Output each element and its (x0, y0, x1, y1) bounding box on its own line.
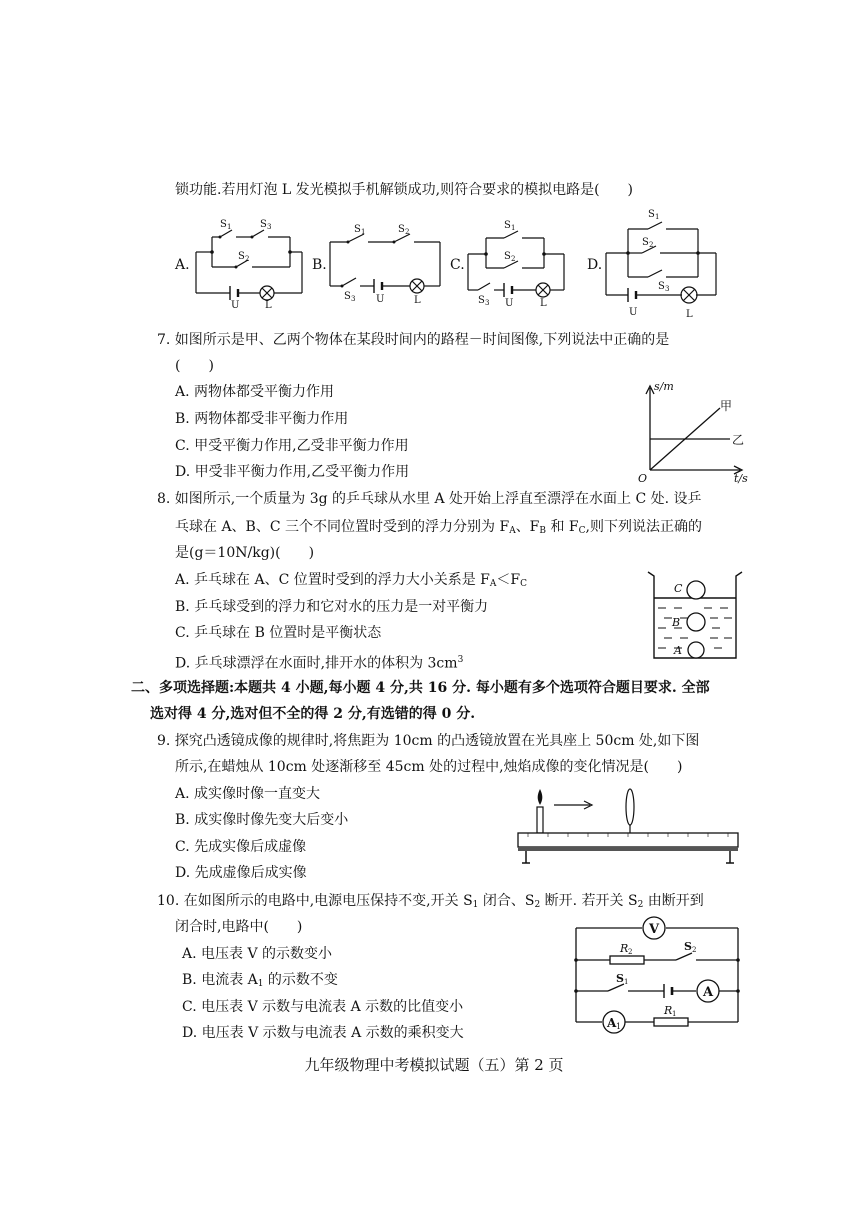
q7-stem-line1: 7. 如图所示是甲、乙两个物体在某段时间内的路程－时间图像,下列说法中正确的是 (157, 332, 670, 348)
page-footer: 九年级物理中考模拟试题（五）第 2 页 (304, 1056, 564, 1074)
q7-x-axis-label: t/s (734, 472, 748, 485)
q6-circuit-a (190, 215, 308, 311)
q9-optical-bench-figure (516, 783, 742, 873)
q7-option-b: B. 两物体都受非平衡力作用 (175, 411, 349, 427)
q10-stem-line2: 闭合时,电路中( ) (175, 919, 303, 935)
svg-text:L: L (686, 309, 693, 320)
q10-option-c: C. 电压表 V 示数与电流表 A 示数的比值变小 (182, 999, 464, 1015)
q7-line-yi-label: 乙 (732, 433, 745, 447)
q9-option-d: D. 先成虚像后成实像 (175, 865, 307, 881)
svg-text:L: L (540, 298, 547, 309)
svg-text:S: S (238, 251, 245, 262)
q10-circuit-figure (572, 914, 744, 1030)
svg-text:1: 1 (361, 228, 366, 236)
q6-option-c-label: C. (450, 257, 465, 273)
svg-text:S: S (398, 224, 405, 235)
q10-r1-label: R (664, 1004, 673, 1017)
q7-line-jia-label: 甲 (720, 399, 733, 413)
q10-r2-label: R (620, 942, 629, 955)
svg-text:S: S (260, 219, 267, 230)
svg-text:2: 2 (692, 946, 697, 954)
q10-ammeter1-label: A (607, 1016, 617, 1030)
svg-text:3: 3 (485, 299, 490, 307)
q7-option-d: D. 甲受非平衡力作用,乙受平衡力作用 (175, 464, 410, 480)
svg-text:S: S (504, 251, 511, 262)
svg-text:1: 1 (672, 1010, 677, 1018)
q8-label-b: B (672, 616, 681, 629)
svg-text:U: U (376, 294, 385, 305)
q7-st-graph (636, 378, 758, 488)
q10-stem-line1: 10. 在如图所示的电路中,电源电压保持不变,开关 $S_1$ 闭合、$S_2$ 断开. 若开关 $S_2$ 由断开到 (157, 893, 704, 910)
q7-stem-line2: ( ) (175, 358, 214, 374)
q6a-s1-label: S (220, 219, 227, 230)
q10-s2-label: S (684, 940, 692, 953)
q9-stem-line1: 9. 探究凸透镜成像的规律时,将焦距为 10cm 的凸透镜放置在光具座上 50cm 处,如下图 (157, 733, 700, 749)
q10-option-b: B. 电流表 $A_1$ 的示数不变 (182, 972, 338, 989)
svg-text:S: S (344, 291, 351, 302)
q10-option-a: A. 电压表 V 的示数变小 (182, 946, 333, 962)
q10-ammeter-label: A (703, 985, 714, 1000)
svg-text:S: S (354, 224, 361, 235)
q8-label-a: A (674, 644, 682, 657)
svg-text:2: 2 (649, 241, 654, 249)
q7-option-a: A. 两物体都受平衡力作用 (175, 384, 335, 400)
q8-option-b: B. 乒乓球受到的浮力和它对水的压力是一对平衡力 (175, 599, 489, 615)
q9-option-a: A. 成实像时像一直变大 (175, 786, 321, 802)
svg-text:3: 3 (351, 295, 356, 303)
q7-option-c: C. 甲受平衡力作用,乙受非平衡力作用 (175, 438, 409, 454)
section2-header-line2: 选对得 4 分,选对但不全的得 2 分,有选错的得 0 分. (150, 706, 476, 722)
svg-text:U: U (231, 300, 240, 311)
q10-option-d: D. 电压表 V 示数与电流表 A 示数的乘积变大 (182, 1025, 464, 1041)
q6-circuit-c (464, 216, 572, 308)
q8-option-a: A. 乒乓球在 A、C 位置时受到的浮力大小关系是 $F_A<F_C$ (175, 572, 528, 589)
q8-stem-line2: 乓球在 A、B、C 三个不同位置时受到的浮力分别为 $F_A$、$F_B$ 和 $F_C$,则下列说法正确的 (175, 519, 702, 536)
q6-option-d-label: D. (587, 257, 603, 273)
q8-beaker-figure (644, 568, 744, 664)
svg-text:1: 1 (655, 213, 660, 221)
svg-text:L: L (414, 295, 421, 306)
q7-origin-label: O (638, 472, 648, 485)
svg-text:2: 2 (628, 948, 633, 956)
q6-circuit-b (326, 222, 446, 306)
q9-stem-line2: 所示,在蜡烛从 10cm 处逐渐移至 45cm 处的过程中,烛焰成像的变化情况是( ) (175, 759, 683, 775)
q9-option-b: B. 成实像时像先变大后变小 (175, 812, 349, 828)
svg-text:S: S (478, 295, 485, 306)
q8-stem-line3: 是(g＝10N/kg)( ) (175, 545, 315, 561)
q8-stem-line1: 8. 如图所示,一个质量为 3g 的乒乓球从水里 A 处开始上浮直至漂浮在水面上 C 处. 设乒 (157, 491, 702, 507)
svg-text:L: L (265, 300, 272, 311)
q6-circuit-d (602, 205, 722, 321)
q6-option-a-label: A. (175, 257, 190, 273)
q6-option-b-label: B. (312, 257, 327, 273)
q10-voltmeter-label: V (649, 922, 660, 937)
q6-stem: 锁功能.若用灯泡 L 发光模拟手机解锁成功,则符合要求的模拟电路是( ) (175, 182, 634, 198)
q8-option-c: C. 乒乓球在 B 位置时是平衡状态 (175, 625, 382, 641)
q8-option-d: D. 乒乓球漂浮在水面时,排开水的体积为 $3cm^3$ (175, 655, 464, 672)
section2-header-line1: 二、多项选择题:本题共 4 小题,每小题 4 分,共 16 分. 每小题有多个选项符合题目要求. 全部 (131, 680, 710, 696)
q7-y-axis-label: s/m (654, 380, 674, 393)
svg-text:1: 1 (616, 1022, 622, 1031)
svg-text:1: 1 (511, 224, 516, 232)
q9-option-c: C. 先成实像后成虚像 (175, 839, 307, 855)
svg-text:3: 3 (665, 285, 670, 293)
svg-text:S: S (658, 281, 665, 292)
svg-text:3: 3 (267, 223, 272, 231)
svg-text:U: U (629, 307, 638, 318)
svg-text:2: 2 (405, 228, 410, 236)
q10-s1-label: S (616, 972, 624, 985)
svg-text:2: 2 (511, 255, 516, 263)
svg-text:2: 2 (245, 255, 250, 263)
svg-text:U: U (505, 298, 514, 309)
svg-text:1: 1 (624, 978, 629, 986)
svg-text:S: S (648, 209, 655, 220)
svg-text:S: S (504, 220, 511, 231)
q8-label-c: C (674, 582, 683, 595)
svg-text:S: S (642, 237, 649, 248)
svg-text:1: 1 (227, 223, 232, 231)
